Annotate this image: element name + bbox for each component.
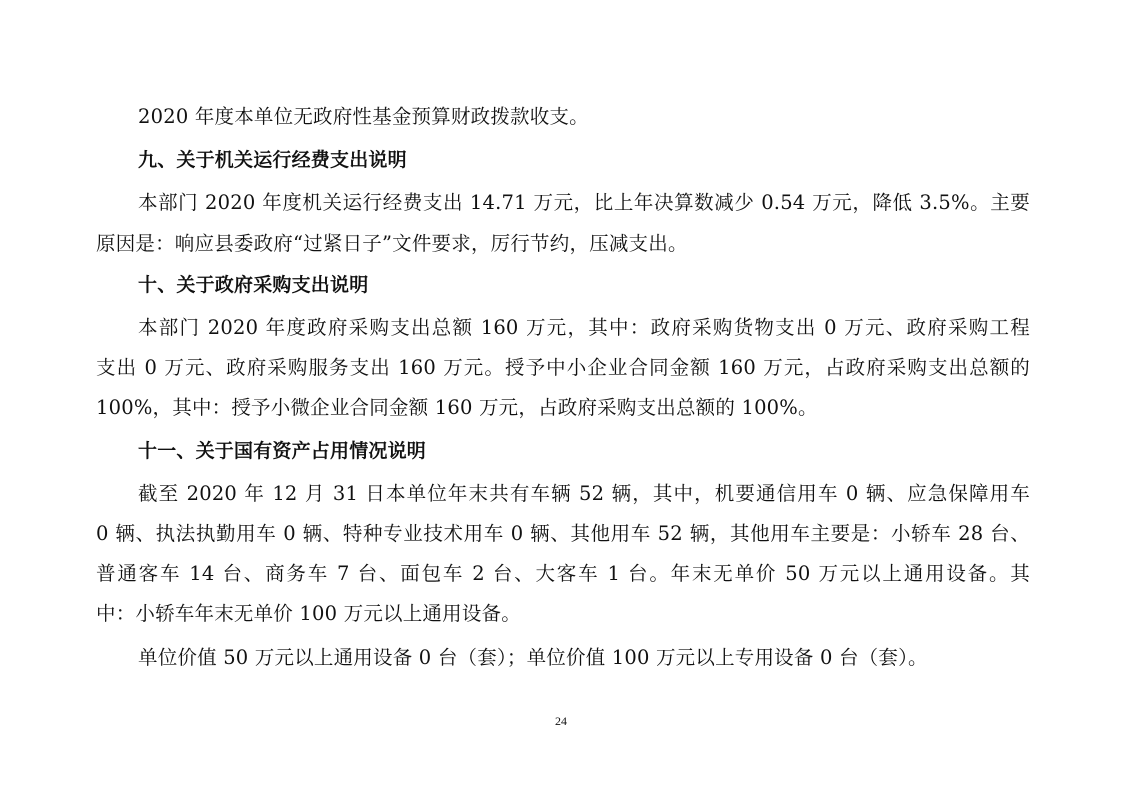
paragraph-line: 100%，其中：授予小微企业合同金额 160 万元，占政府采购支出总额的 100%。	[96, 396, 818, 419]
paragraph-line: 截至 2020 年 12 月 31 日本单位年末共有车辆 52 辆，其中，机要通信用车 0 辆、应急保障用车	[138, 482, 1030, 505]
paragraph-line: 单位价值 50 万元以上通用设备 0 台（套）；单位价值 100 万元以上专用设备 0 台（套）。	[138, 646, 928, 669]
paragraph-line: 原因是：响应县委政府“过紧日子”文件要求，厉行节约，压减支出。	[96, 232, 688, 255]
section-heading-11: 十一、关于国有资产占用情况说明	[138, 440, 427, 462]
paragraph-line: 0 辆、执法执勤用车 0 辆、特种专业技术用车 0 辆、其他用车 52 辆，其他用车主要是：小轿车 28 台、	[96, 522, 1030, 545]
paragraph-line: 中：小轿车年末无单价 100 万元以上通用设备。	[96, 602, 521, 625]
paragraph-line: 2020 年度本单位无政府性基金预算财政拨款收支。	[138, 105, 589, 128]
paragraph-line: 本部门 2020 年度政府采购支出总额 160 万元，其中：政府采购货物支出 0 万元、政府采购工程	[138, 316, 1030, 339]
paragraph-line: 本部门 2020 年度机关运行经费支出 14.71 万元，比上年决算数减少 0.54 万元，降低 3.5%。主要	[138, 191, 1030, 214]
page-number: 24	[555, 714, 567, 728]
paragraph-line: 普通客车 14 台、商务车 7 台、面包车 2 台、大客车 1 台。年末无单价 50 万元以上通用设备。其	[96, 562, 1030, 585]
paragraph-line: 支出 0 万元、政府采购服务支出 160 万元。授予中小企业合同金额 160 万元，占政府采购支出总额的	[96, 356, 1030, 379]
section-heading-9: 九、关于机关运行经费支出说明	[138, 149, 407, 171]
section-heading-10: 十、关于政府采购支出说明	[138, 274, 369, 296]
